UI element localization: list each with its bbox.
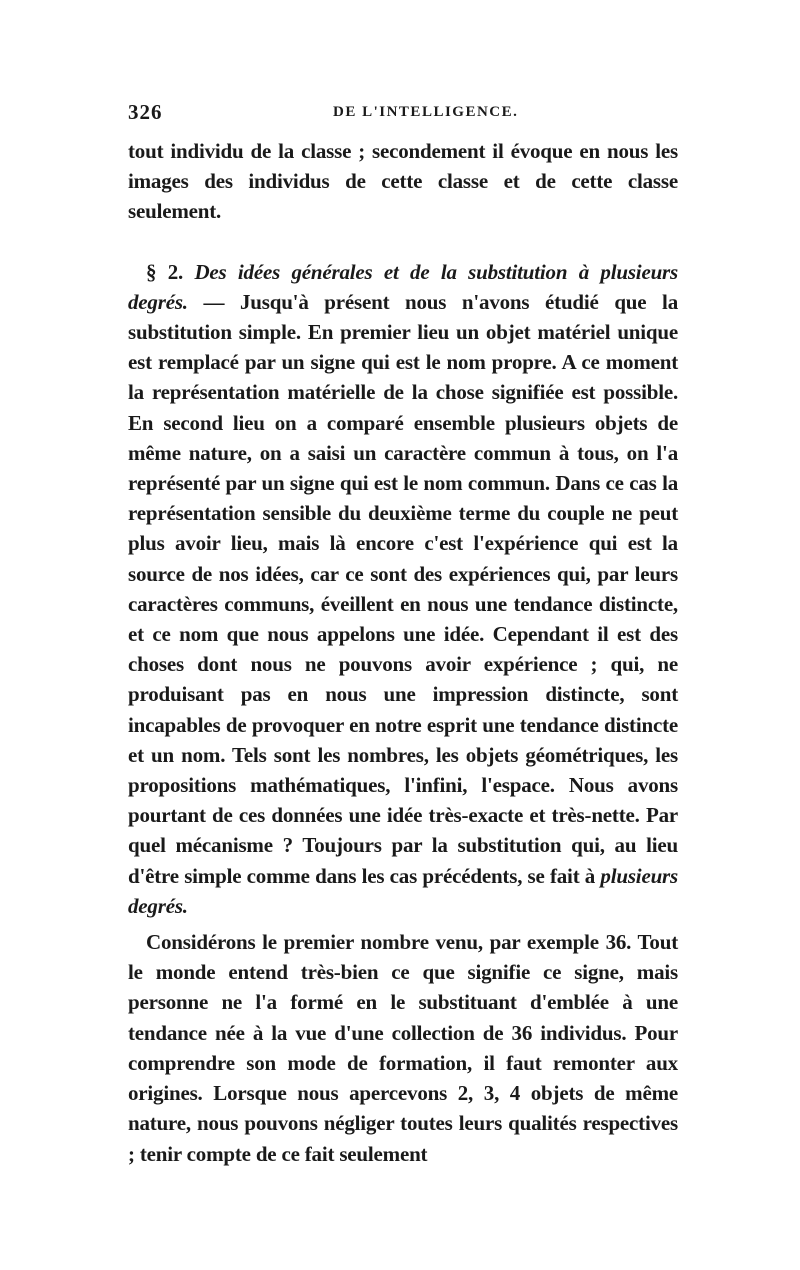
section-number: § 2. (146, 259, 184, 284)
section-heading: Des idées générales et de la substitution à plusieurs degrés. (128, 259, 678, 314)
paragraph-section-2 (128, 257, 678, 921)
page-header (128, 100, 678, 130)
section-text: Jusqu'à présent nous n'avons étudié que la substitution simple. En premier lieu un objet matériel unique est remplacé par un signe qui est le nom propre. A ce moment la représentation matérielle de la chose signifiée est possible. En second lieu on a comparé ensemble plusieurs objets de même nature, on a saisi un caractère commun à tous, on l'a représenté par un signe qui est le nom commun. Dans ce cas la représentation sensible du deuxième terme du couple ne peut plus avoir lieu, mais là encore c'est l'expérience qui est la source de nos idées, car ce sont des expériences qui, par leurs caractères communs, éveillent en nous une tendance distincte, et ce nom que nous appelons une idée. Cependant il est des choses dont nous ne pouvons avoir expérience ; qui, ne produisant pas en nous une impression distincte, sont incapables de provoquer en notre esprit une tendance distincte et un nom. Tels sont les nombres, les objets géométriques, les propositions mathématiques, l'infini, l'espace. Nous avons pourtant de ces données une idée très-exacte et très-nette. Par quel mécanisme ? Toujours par la substitution qui, au lieu d'être simple comme dans les cas précédents, se fait à (128, 289, 678, 888)
page-number: 326 (128, 100, 163, 124)
body-text (128, 136, 678, 1169)
heading-dash: — (187, 289, 240, 314)
section-text-italic-end: plusieurs degrés. (128, 863, 678, 918)
paragraph-considerons: Considérons le premier nombre venu, par exemple 36. Tout le monde entend très-bien ce que signifie ce signe, mais personne ne l'a formé en le substituant d'emblée à une tendance née à la vue d'une collection de 36 individus. Pour comprendre son mode de formation, il faut remonter aux origines. Lorsque nous apercevons 2, 3, 4 objets de même nature, nous pouvons négliger toutes leurs qualités respectives ; tenir compte de ce fait seulement (128, 930, 678, 1166)
running-title: DE L'INTELLIGENCE. (333, 104, 519, 120)
paragraph-continuation: tout individu de la classe ; secondement il évoque en nous les images des individus de cette classe et de cette classe seulement. (128, 139, 678, 224)
